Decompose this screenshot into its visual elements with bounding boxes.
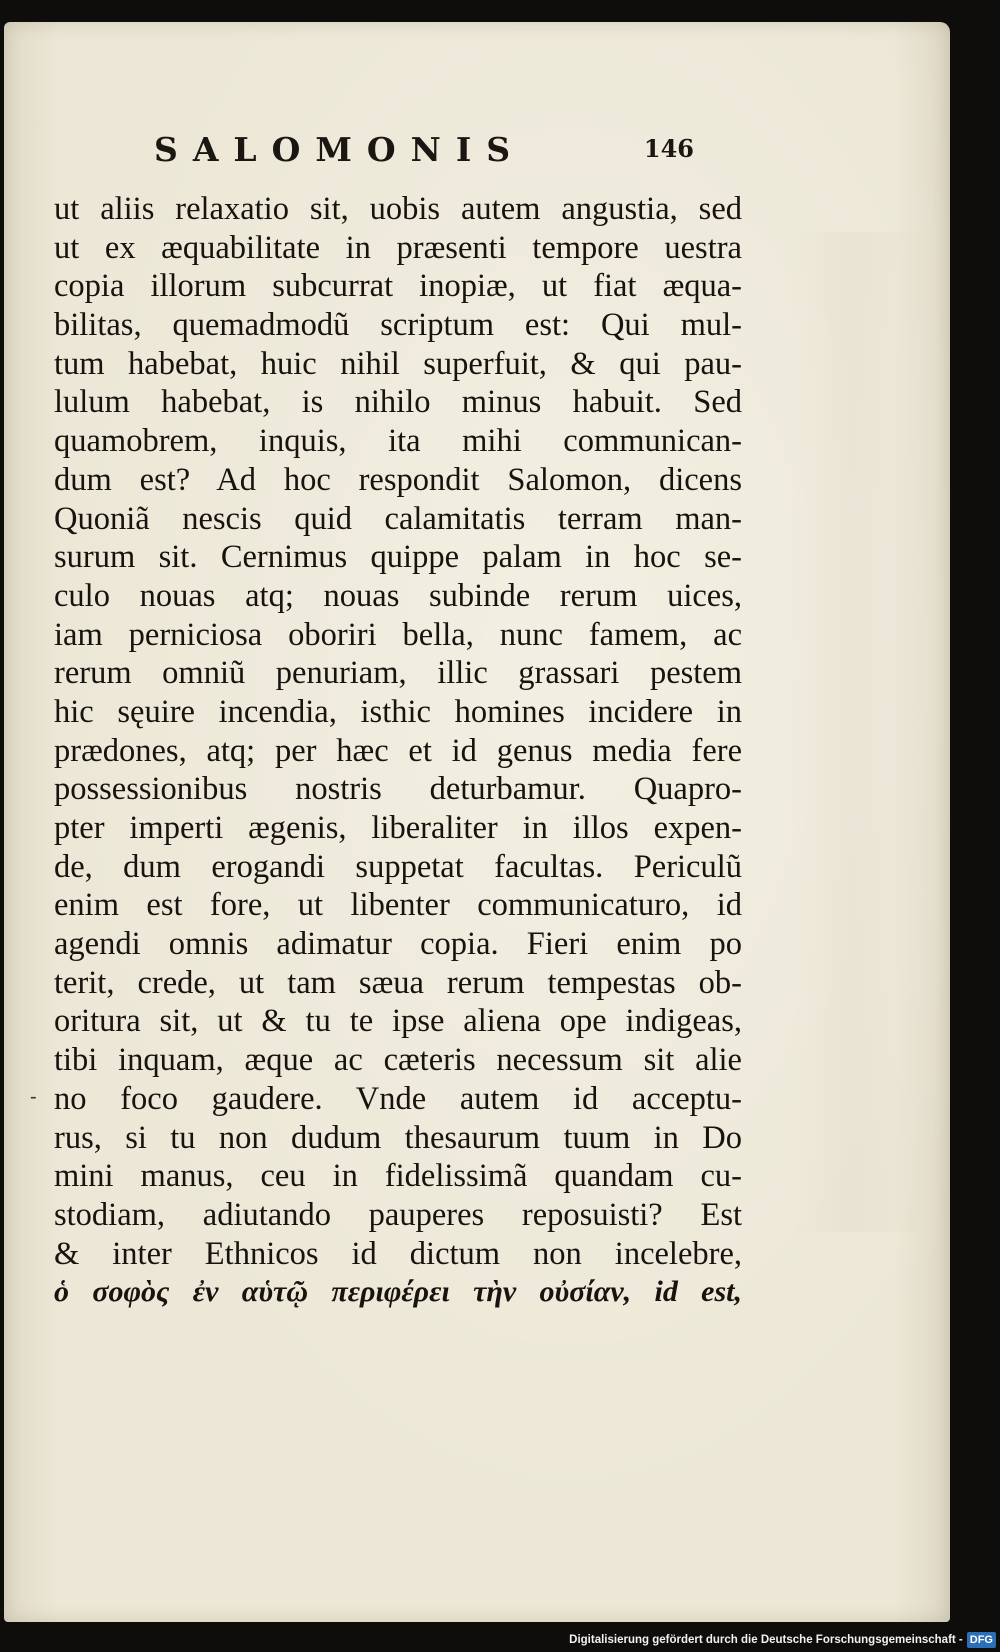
text-line: agendi omnis adimatur copia. Fieri enim po <box>54 926 742 963</box>
text-line: ut ex æquabilitate in præsenti tempore uestra <box>54 229 742 266</box>
text-line: ut aliis relaxatio sit, uobis autem angustia, sed <box>54 191 742 227</box>
text-line: prædones, atq; per hæc et id genus media fere <box>54 732 742 769</box>
body-text <box>54 190 742 1312</box>
text-line: pter imperti ægenis, liberaliter in illos expen- <box>54 810 742 846</box>
page-number: 146 <box>643 134 694 163</box>
text-line: rus, si tu non dudum thesaurum tuum in Do <box>54 1119 742 1156</box>
text-line: iam perniciosa oboriri bella, nunc famem, ac <box>54 616 742 653</box>
text-line: Quoniã nescis quid calamitatis terram man- <box>54 500 742 537</box>
text-line: & inter Ethnicos id dictum non incelebre, <box>54 1235 742 1272</box>
funding-credit: Digitalisierung gefördert durch die Deutsche Forschungsgemeinschaft - <box>569 1634 963 1646</box>
text-line: rerum omniũ penuriam, illic grassari pestem <box>54 655 742 692</box>
text-line: dum est? Ad hoc respondit Salomon, dicens <box>54 461 742 498</box>
text-line: tum habebat, huic nihil superfuit, & qui pau- <box>54 345 742 382</box>
text-line: culo nouas atq; nouas subinde rerum uices, <box>54 577 742 614</box>
book-page <box>4 22 950 1622</box>
text-line: de, dum erogandi suppetat facultas. Periculũ <box>54 848 742 885</box>
text-line: no foco gaudere. Vnde autem id acceptu- <box>54 1080 742 1117</box>
text-line: possessionibus nostris deturbamur. Quapro- <box>54 771 742 808</box>
text-line: tibi inquam, æque ac cæteris necessum sit alie <box>54 1042 742 1079</box>
text-line: terit, crede, ut tam sæua rerum tempestas ob- <box>54 964 742 1001</box>
text-line: enim est fore, ut libenter communicaturo, id <box>54 887 742 924</box>
running-head <box>154 130 694 174</box>
text-line: hic sęuire incendia, isthic homines incidere in <box>54 693 742 730</box>
dfg-logo: DFG <box>967 1632 996 1648</box>
running-title: SALOMONIS <box>154 130 526 169</box>
digitization-footer <box>569 1630 996 1650</box>
text-line: quamobrem, inquis, ita mihi communican- <box>54 423 742 460</box>
margin-mark: - <box>30 1086 37 1108</box>
text-line: oritura sit, ut & tu te ipse aliena ope indigeas, <box>54 1003 742 1040</box>
show-through-bleed <box>794 232 934 1232</box>
text-line: copia illorum subcurrat inopiæ, ut fiat æqua- <box>54 268 742 305</box>
text-line: mini manus, ceu in fidelissimã quandam cu- <box>54 1158 742 1195</box>
greek-text-line: ὁ σοφὸς ἐν αὑτῷ περιφέρει τὴν οὐσίαν, id est, <box>54 1275 742 1309</box>
text-line: lulum habebat, is nihilo minus habuit. Sed <box>54 384 742 421</box>
text-line: bilitas, quemadmodũ scriptum est: Qui mul- <box>54 307 742 344</box>
text-line: stodiam, adiutando pauperes reposuisti? Est <box>54 1196 742 1233</box>
text-line: surum sit. Cernimus quippe palam in hoc se- <box>54 539 742 576</box>
